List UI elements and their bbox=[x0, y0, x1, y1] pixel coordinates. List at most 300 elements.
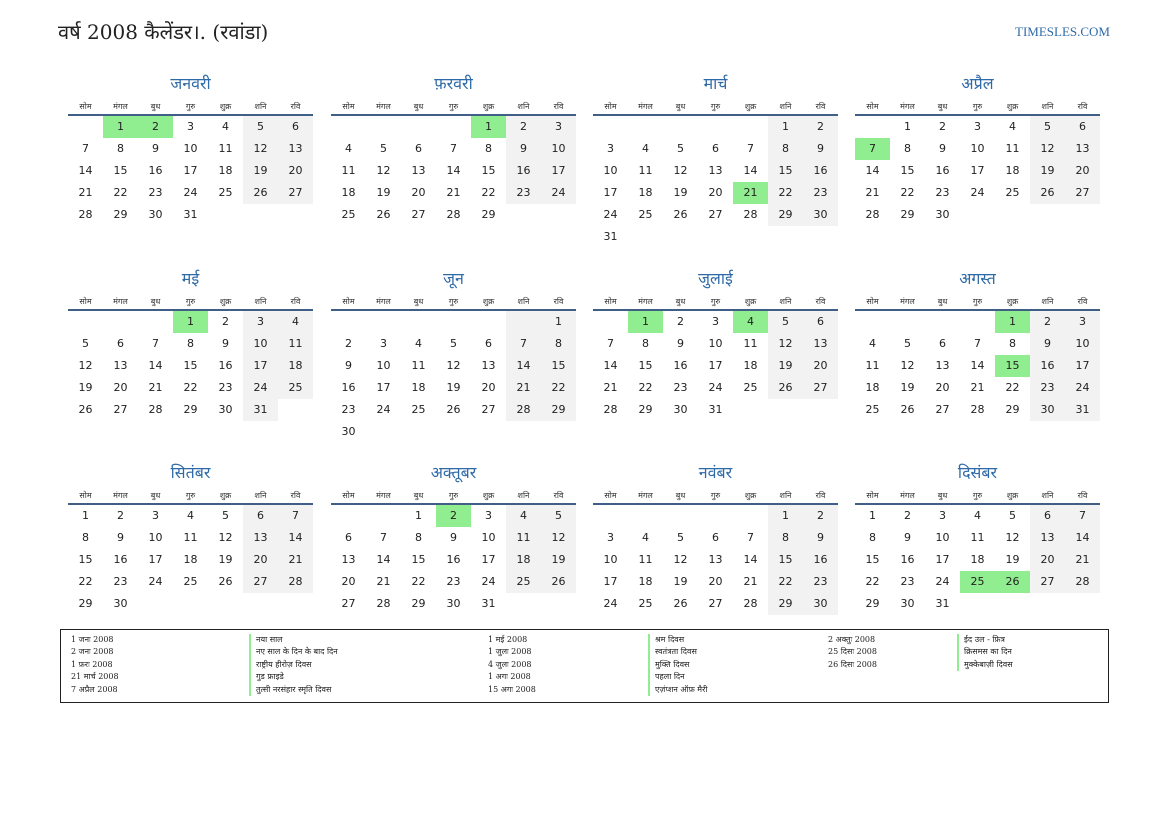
day-cell[interactable]: 9 bbox=[677, 337, 684, 350]
day-cell[interactable]: 17 bbox=[970, 164, 985, 177]
day-cell[interactable]: 20 bbox=[708, 575, 723, 588]
day-cell[interactable]: 8 bbox=[485, 142, 492, 155]
day-cell[interactable]: 12 bbox=[1030, 138, 1065, 160]
day-cell[interactable]: 4 bbox=[278, 311, 313, 333]
day-cell[interactable]: 28 bbox=[603, 403, 618, 416]
day-cell[interactable]: 2 bbox=[904, 509, 911, 522]
day-cell[interactable]: 11 bbox=[743, 337, 758, 350]
day-cell[interactable]: 18 bbox=[278, 355, 313, 377]
day-cell[interactable]: 2 bbox=[1030, 311, 1065, 333]
day-cell[interactable]: 14 bbox=[376, 553, 391, 566]
day-cell[interactable]: 18 bbox=[341, 186, 356, 199]
day-cell[interactable]: 9 bbox=[939, 142, 946, 155]
day-cell[interactable]: 6 bbox=[803, 311, 838, 333]
day-cell[interactable]: 23 bbox=[446, 575, 461, 588]
day-cell[interactable]: 23 bbox=[803, 182, 838, 204]
day-cell[interactable]: 10 bbox=[481, 531, 496, 544]
day-cell[interactable]: 20 bbox=[1030, 549, 1065, 571]
day-cell[interactable]: 3 bbox=[187, 120, 194, 133]
day-cell[interactable]: 31 bbox=[603, 230, 618, 243]
day-cell[interactable]: 22 bbox=[481, 186, 496, 199]
day-cell[interactable]: 30 bbox=[446, 597, 461, 610]
day-cell[interactable]: 7 bbox=[607, 337, 614, 350]
day-cell[interactable]: 10 bbox=[243, 333, 278, 355]
day-cell[interactable]: 6 bbox=[345, 531, 352, 544]
day-cell[interactable]: 6 bbox=[1030, 505, 1065, 527]
day-cell[interactable]: 13 bbox=[113, 359, 128, 372]
day-cell[interactable]: 17 bbox=[1065, 355, 1100, 377]
day-cell[interactable]: 22 bbox=[865, 575, 880, 588]
day-cell[interactable]: 7 bbox=[152, 337, 159, 350]
day-cell[interactable]: 25 bbox=[411, 403, 426, 416]
holiday-day-cell[interactable]: 1 bbox=[471, 116, 506, 138]
day-cell[interactable]: 5 bbox=[82, 337, 89, 350]
day-cell[interactable]: 14 bbox=[865, 164, 880, 177]
day-cell[interactable]: 30 bbox=[803, 593, 838, 615]
day-cell[interactable]: 5 bbox=[380, 142, 387, 155]
day-cell[interactable]: 11 bbox=[278, 333, 313, 355]
day-cell[interactable]: 24 bbox=[970, 186, 985, 199]
day-cell[interactable]: 31 bbox=[1065, 399, 1100, 421]
day-cell[interactable]: 26 bbox=[673, 597, 688, 610]
day-cell[interactable]: 9 bbox=[222, 337, 229, 350]
day-cell[interactable]: 10 bbox=[603, 164, 618, 177]
day-cell[interactable]: 8 bbox=[768, 527, 803, 549]
day-cell[interactable]: 8 bbox=[768, 138, 803, 160]
day-cell[interactable]: 17 bbox=[183, 164, 198, 177]
day-cell[interactable]: 8 bbox=[642, 337, 649, 350]
day-cell[interactable]: 26 bbox=[376, 208, 391, 221]
day-cell[interactable]: 13 bbox=[803, 333, 838, 355]
holiday-day-cell[interactable]: 1 bbox=[995, 311, 1030, 333]
day-cell[interactable]: 16 bbox=[803, 160, 838, 182]
day-cell[interactable]: 12 bbox=[673, 553, 688, 566]
day-cell[interactable]: 3 bbox=[939, 509, 946, 522]
day-cell[interactable]: 10 bbox=[541, 138, 576, 160]
day-cell[interactable]: 5 bbox=[677, 142, 684, 155]
day-cell[interactable]: 4 bbox=[869, 337, 876, 350]
day-cell[interactable]: 29 bbox=[183, 403, 198, 416]
day-cell[interactable]: 10 bbox=[183, 142, 198, 155]
day-cell[interactable]: 25 bbox=[278, 377, 313, 399]
day-cell[interactable]: 1 bbox=[904, 120, 911, 133]
day-cell[interactable]: 2 bbox=[803, 116, 838, 138]
day-cell[interactable]: 10 bbox=[935, 531, 950, 544]
holiday-day-cell[interactable]: 1 bbox=[173, 311, 208, 333]
day-cell[interactable]: 28 bbox=[78, 208, 93, 221]
day-cell[interactable]: 5 bbox=[1009, 509, 1016, 522]
day-cell[interactable]: 26 bbox=[78, 403, 93, 416]
day-cell[interactable]: 2 bbox=[803, 505, 838, 527]
day-cell[interactable]: 20 bbox=[278, 160, 313, 182]
day-cell[interactable]: 6 bbox=[712, 531, 719, 544]
day-cell[interactable]: 27 bbox=[708, 208, 723, 221]
day-cell[interactable]: 15 bbox=[481, 164, 496, 177]
day-cell[interactable]: 30 bbox=[218, 403, 233, 416]
day-cell[interactable]: 24 bbox=[183, 186, 198, 199]
day-cell[interactable]: 6 bbox=[415, 142, 422, 155]
day-cell[interactable]: 19 bbox=[541, 549, 576, 571]
day-cell[interactable]: 27 bbox=[1030, 571, 1065, 593]
day-cell[interactable]: 3 bbox=[974, 120, 981, 133]
day-cell[interactable]: 21 bbox=[603, 381, 618, 394]
day-cell[interactable]: 30 bbox=[935, 208, 950, 221]
day-cell[interactable]: 3 bbox=[152, 509, 159, 522]
day-cell[interactable]: 27 bbox=[481, 403, 496, 416]
day-cell[interactable]: 24 bbox=[708, 381, 723, 394]
day-cell[interactable]: 26 bbox=[446, 403, 461, 416]
day-cell[interactable]: 31 bbox=[183, 208, 198, 221]
day-cell[interactable]: 19 bbox=[78, 381, 93, 394]
day-cell[interactable]: 25 bbox=[506, 571, 541, 593]
day-cell[interactable]: 26 bbox=[243, 182, 278, 204]
day-cell[interactable]: 3 bbox=[380, 337, 387, 350]
holiday-day-cell[interactable]: 4 bbox=[733, 311, 768, 333]
day-cell[interactable]: 15 bbox=[900, 164, 915, 177]
day-cell[interactable]: 19 bbox=[768, 355, 803, 377]
day-cell[interactable]: 14 bbox=[743, 164, 758, 177]
day-cell[interactable]: 22 bbox=[638, 381, 653, 394]
day-cell[interactable]: 21 bbox=[78, 186, 93, 199]
day-cell[interactable]: 22 bbox=[78, 575, 93, 588]
day-cell[interactable]: 11 bbox=[638, 164, 653, 177]
day-cell[interactable]: 16 bbox=[900, 553, 915, 566]
holiday-day-cell[interactable]: 25 bbox=[960, 571, 995, 593]
day-cell[interactable]: 13 bbox=[341, 553, 356, 566]
day-cell[interactable]: 20 bbox=[341, 575, 356, 588]
day-cell[interactable]: 13 bbox=[708, 553, 723, 566]
day-cell[interactable]: 16 bbox=[1030, 355, 1065, 377]
day-cell[interactable]: 11 bbox=[218, 142, 233, 155]
day-cell[interactable]: 18 bbox=[411, 381, 426, 394]
day-cell[interactable]: 18 bbox=[638, 575, 653, 588]
day-cell[interactable]: 20 bbox=[113, 381, 128, 394]
day-cell[interactable]: 24 bbox=[541, 182, 576, 204]
day-cell[interactable]: 26 bbox=[768, 377, 803, 399]
day-cell[interactable]: 28 bbox=[148, 403, 163, 416]
day-cell[interactable]: 20 bbox=[243, 549, 278, 571]
day-cell[interactable]: 18 bbox=[218, 164, 233, 177]
day-cell[interactable]: 1 bbox=[82, 509, 89, 522]
day-cell[interactable]: 24 bbox=[1065, 377, 1100, 399]
day-cell[interactable]: 19 bbox=[218, 553, 233, 566]
day-cell[interactable]: 11 bbox=[506, 527, 541, 549]
day-cell[interactable]: 27 bbox=[411, 208, 426, 221]
day-cell[interactable]: 19 bbox=[900, 381, 915, 394]
day-cell[interactable]: 10 bbox=[148, 531, 163, 544]
day-cell[interactable]: 3 bbox=[607, 142, 614, 155]
day-cell[interactable]: 16 bbox=[803, 549, 838, 571]
day-cell[interactable]: 9 bbox=[803, 527, 838, 549]
day-cell[interactable]: 4 bbox=[1009, 120, 1016, 133]
day-cell[interactable]: 25 bbox=[341, 208, 356, 221]
day-cell[interactable]: 15 bbox=[411, 553, 426, 566]
day-cell[interactable]: 30 bbox=[341, 425, 356, 438]
day-cell[interactable]: 27 bbox=[708, 597, 723, 610]
day-cell[interactable]: 27 bbox=[935, 403, 950, 416]
day-cell[interactable]: 20 bbox=[935, 381, 950, 394]
day-cell[interactable]: 5 bbox=[222, 509, 229, 522]
holiday-day-cell[interactable]: 15 bbox=[995, 355, 1030, 377]
day-cell[interactable]: 2 bbox=[117, 509, 124, 522]
day-cell[interactable]: 8 bbox=[869, 531, 876, 544]
day-cell[interactable]: 7 bbox=[380, 531, 387, 544]
day-cell[interactable]: 22 bbox=[900, 186, 915, 199]
day-cell[interactable]: 9 bbox=[1030, 333, 1065, 355]
day-cell[interactable]: 7 bbox=[450, 142, 457, 155]
day-cell[interactable]: 15 bbox=[768, 160, 803, 182]
day-cell[interactable]: 17 bbox=[243, 355, 278, 377]
day-cell[interactable]: 13 bbox=[243, 527, 278, 549]
day-cell[interactable]: 7 bbox=[747, 142, 754, 155]
day-cell[interactable]: 31 bbox=[708, 403, 723, 416]
day-cell[interactable]: 6 bbox=[1065, 116, 1100, 138]
day-cell[interactable]: 28 bbox=[865, 208, 880, 221]
holiday-day-cell[interactable]: 7 bbox=[855, 138, 890, 160]
day-cell[interactable]: 17 bbox=[603, 575, 618, 588]
day-cell[interactable]: 23 bbox=[113, 575, 128, 588]
day-cell[interactable]: 6 bbox=[117, 337, 124, 350]
day-cell[interactable]: 24 bbox=[603, 208, 618, 221]
day-cell[interactable]: 31 bbox=[481, 597, 496, 610]
day-cell[interactable]: 29 bbox=[768, 204, 803, 226]
day-cell[interactable]: 29 bbox=[638, 403, 653, 416]
holiday-day-cell[interactable]: 1 bbox=[628, 311, 663, 333]
day-cell[interactable]: 6 bbox=[712, 142, 719, 155]
day-cell[interactable]: 22 bbox=[411, 575, 426, 588]
day-cell[interactable]: 29 bbox=[411, 597, 426, 610]
day-cell[interactable]: 5 bbox=[243, 116, 278, 138]
day-cell[interactable]: 20 bbox=[481, 381, 496, 394]
day-cell[interactable]: 3 bbox=[712, 315, 719, 328]
day-cell[interactable]: 16 bbox=[446, 553, 461, 566]
day-cell[interactable]: 30 bbox=[900, 597, 915, 610]
day-cell[interactable]: 18 bbox=[506, 549, 541, 571]
day-cell[interactable]: 21 bbox=[970, 381, 985, 394]
day-cell[interactable]: 7 bbox=[82, 142, 89, 155]
day-cell[interactable]: 25 bbox=[183, 575, 198, 588]
day-cell[interactable]: 9 bbox=[803, 138, 838, 160]
day-cell[interactable]: 3 bbox=[1065, 311, 1100, 333]
day-cell[interactable]: 10 bbox=[1065, 333, 1100, 355]
day-cell[interactable]: 23 bbox=[935, 186, 950, 199]
day-cell[interactable]: 24 bbox=[148, 575, 163, 588]
day-cell[interactable]: 21 bbox=[506, 377, 541, 399]
day-cell[interactable]: 14 bbox=[603, 359, 618, 372]
day-cell[interactable]: 23 bbox=[673, 381, 688, 394]
day-cell[interactable]: 20 bbox=[708, 186, 723, 199]
day-cell[interactable]: 11 bbox=[411, 359, 426, 372]
day-cell[interactable]: 6 bbox=[278, 116, 313, 138]
day-cell[interactable]: 17 bbox=[603, 186, 618, 199]
day-cell[interactable]: 22 bbox=[768, 571, 803, 593]
day-cell[interactable]: 21 bbox=[446, 186, 461, 199]
day-cell[interactable]: 22 bbox=[183, 381, 198, 394]
day-cell[interactable]: 19 bbox=[673, 186, 688, 199]
day-cell[interactable]: 6 bbox=[243, 505, 278, 527]
day-cell[interactable]: 26 bbox=[673, 208, 688, 221]
site-link[interactable]: TIMESLES.COM bbox=[1015, 24, 1110, 39]
day-cell[interactable]: 12 bbox=[243, 138, 278, 160]
holiday-day-cell[interactable]: 2 bbox=[436, 505, 471, 527]
day-cell[interactable]: 5 bbox=[541, 505, 576, 527]
day-cell[interactable]: 4 bbox=[642, 142, 649, 155]
day-cell[interactable]: 27 bbox=[803, 377, 838, 399]
day-cell[interactable]: 10 bbox=[376, 359, 391, 372]
holiday-day-cell[interactable]: 26 bbox=[995, 571, 1030, 593]
day-cell[interactable]: 25 bbox=[638, 208, 653, 221]
day-cell[interactable]: 12 bbox=[78, 359, 93, 372]
day-cell[interactable]: 28 bbox=[1065, 571, 1100, 593]
day-cell[interactable]: 28 bbox=[743, 208, 758, 221]
day-cell[interactable]: 12 bbox=[673, 164, 688, 177]
day-cell[interactable]: 8 bbox=[1009, 337, 1016, 350]
day-cell[interactable]: 15 bbox=[113, 164, 128, 177]
day-cell[interactable]: 5 bbox=[768, 311, 803, 333]
day-cell[interactable]: 22 bbox=[541, 377, 576, 399]
day-cell[interactable]: 29 bbox=[78, 597, 93, 610]
day-cell[interactable]: 23 bbox=[1030, 377, 1065, 399]
day-cell[interactable]: 11 bbox=[638, 553, 653, 566]
day-cell[interactable]: 17 bbox=[481, 553, 496, 566]
day-cell[interactable]: 30 bbox=[113, 597, 128, 610]
day-cell[interactable]: 17 bbox=[935, 553, 950, 566]
day-cell[interactable]: 23 bbox=[218, 381, 233, 394]
day-cell[interactable]: 21 bbox=[148, 381, 163, 394]
day-cell[interactable]: 18 bbox=[743, 359, 758, 372]
day-cell[interactable]: 19 bbox=[673, 575, 688, 588]
day-cell[interactable]: 17 bbox=[708, 359, 723, 372]
day-cell[interactable]: 3 bbox=[485, 509, 492, 522]
day-cell[interactable]: 10 bbox=[708, 337, 723, 350]
day-cell[interactable]: 13 bbox=[278, 138, 313, 160]
day-cell[interactable]: 29 bbox=[1005, 403, 1020, 416]
day-cell[interactable]: 30 bbox=[148, 208, 163, 221]
day-cell[interactable]: 25 bbox=[638, 597, 653, 610]
day-cell[interactable]: 13 bbox=[935, 359, 950, 372]
day-cell[interactable]: 23 bbox=[506, 182, 541, 204]
day-cell[interactable]: 29 bbox=[768, 593, 803, 615]
holiday-day-cell[interactable]: 21 bbox=[733, 182, 768, 204]
day-cell[interactable]: 18 bbox=[1005, 164, 1020, 177]
day-cell[interactable]: 2 bbox=[677, 315, 684, 328]
day-cell[interactable]: 13 bbox=[708, 164, 723, 177]
day-cell[interactable]: 9 bbox=[450, 531, 457, 544]
day-cell[interactable]: 18 bbox=[865, 381, 880, 394]
day-cell[interactable]: 11 bbox=[341, 164, 356, 177]
day-cell[interactable]: 29 bbox=[865, 597, 880, 610]
day-cell[interactable]: 9 bbox=[904, 531, 911, 544]
day-cell[interactable]: 27 bbox=[113, 403, 128, 416]
day-cell[interactable]: 19 bbox=[243, 160, 278, 182]
day-cell[interactable]: 7 bbox=[506, 333, 541, 355]
day-cell[interactable]: 14 bbox=[506, 355, 541, 377]
day-cell[interactable]: 15 bbox=[638, 359, 653, 372]
day-cell[interactable]: 8 bbox=[82, 531, 89, 544]
day-cell[interactable]: 18 bbox=[970, 553, 985, 566]
day-cell[interactable]: 21 bbox=[865, 186, 880, 199]
day-cell[interactable]: 13 bbox=[481, 359, 496, 372]
day-cell[interactable]: 17 bbox=[376, 381, 391, 394]
day-cell[interactable]: 14 bbox=[1065, 527, 1100, 549]
day-cell[interactable]: 24 bbox=[481, 575, 496, 588]
day-cell[interactable]: 27 bbox=[341, 597, 356, 610]
day-cell[interactable]: 16 bbox=[148, 164, 163, 177]
day-cell[interactable]: 28 bbox=[506, 399, 541, 421]
day-cell[interactable]: 2 bbox=[506, 116, 541, 138]
day-cell[interactable]: 21 bbox=[376, 575, 391, 588]
day-cell[interactable]: 8 bbox=[117, 142, 124, 155]
day-cell[interactable]: 15 bbox=[768, 549, 803, 571]
day-cell[interactable]: 28 bbox=[278, 571, 313, 593]
day-cell[interactable]: 11 bbox=[865, 359, 880, 372]
day-cell[interactable]: 9 bbox=[345, 359, 352, 372]
day-cell[interactable]: 3 bbox=[607, 531, 614, 544]
day-cell[interactable]: 11 bbox=[970, 531, 985, 544]
day-cell[interactable]: 14 bbox=[278, 527, 313, 549]
day-cell[interactable]: 14 bbox=[148, 359, 163, 372]
day-cell[interactable]: 2 bbox=[345, 337, 352, 350]
day-cell[interactable]: 27 bbox=[243, 571, 278, 593]
day-cell[interactable]: 8 bbox=[187, 337, 194, 350]
day-cell[interactable]: 24 bbox=[376, 403, 391, 416]
day-cell[interactable]: 22 bbox=[113, 186, 128, 199]
day-cell[interactable]: 26 bbox=[900, 403, 915, 416]
day-cell[interactable]: 13 bbox=[1065, 138, 1100, 160]
day-cell[interactable]: 26 bbox=[218, 575, 233, 588]
day-cell[interactable]: 1 bbox=[541, 311, 576, 333]
day-cell[interactable]: 13 bbox=[411, 164, 426, 177]
day-cell[interactable]: 30 bbox=[803, 204, 838, 226]
day-cell[interactable]: 18 bbox=[183, 553, 198, 566]
day-cell[interactable]: 9 bbox=[152, 142, 159, 155]
day-cell[interactable]: 4 bbox=[345, 142, 352, 155]
day-cell[interactable]: 12 bbox=[376, 164, 391, 177]
holiday-day-cell[interactable]: 1 bbox=[103, 116, 138, 138]
day-cell[interactable]: 16 bbox=[113, 553, 128, 566]
day-cell[interactable]: 31 bbox=[243, 399, 278, 421]
day-cell[interactable]: 5 bbox=[904, 337, 911, 350]
day-cell[interactable]: 22 bbox=[768, 182, 803, 204]
day-cell[interactable]: 12 bbox=[541, 527, 576, 549]
day-cell[interactable]: 23 bbox=[900, 575, 915, 588]
day-cell[interactable]: 3 bbox=[541, 116, 576, 138]
day-cell[interactable]: 5 bbox=[677, 531, 684, 544]
day-cell[interactable]: 24 bbox=[935, 575, 950, 588]
day-cell[interactable]: 23 bbox=[803, 571, 838, 593]
day-cell[interactable]: 12 bbox=[218, 531, 233, 544]
day-cell[interactable]: 12 bbox=[768, 333, 803, 355]
day-cell[interactable]: 29 bbox=[481, 208, 496, 221]
day-cell[interactable]: 12 bbox=[900, 359, 915, 372]
day-cell[interactable]: 4 bbox=[187, 509, 194, 522]
day-cell[interactable]: 16 bbox=[218, 359, 233, 372]
day-cell[interactable]: 14 bbox=[446, 164, 461, 177]
day-cell[interactable]: 15 bbox=[78, 553, 93, 566]
day-cell[interactable]: 30 bbox=[673, 403, 688, 416]
day-cell[interactable]: 15 bbox=[183, 359, 198, 372]
day-cell[interactable]: 25 bbox=[218, 186, 233, 199]
day-cell[interactable]: 27 bbox=[1065, 182, 1100, 204]
day-cell[interactable]: 21 bbox=[1065, 549, 1100, 571]
day-cell[interactable]: 15 bbox=[865, 553, 880, 566]
day-cell[interactable]: 4 bbox=[222, 120, 229, 133]
day-cell[interactable]: 6 bbox=[485, 337, 492, 350]
day-cell[interactable]: 15 bbox=[541, 355, 576, 377]
day-cell[interactable]: 7 bbox=[974, 337, 981, 350]
day-cell[interactable]: 30 bbox=[1030, 399, 1065, 421]
day-cell[interactable]: 28 bbox=[743, 597, 758, 610]
